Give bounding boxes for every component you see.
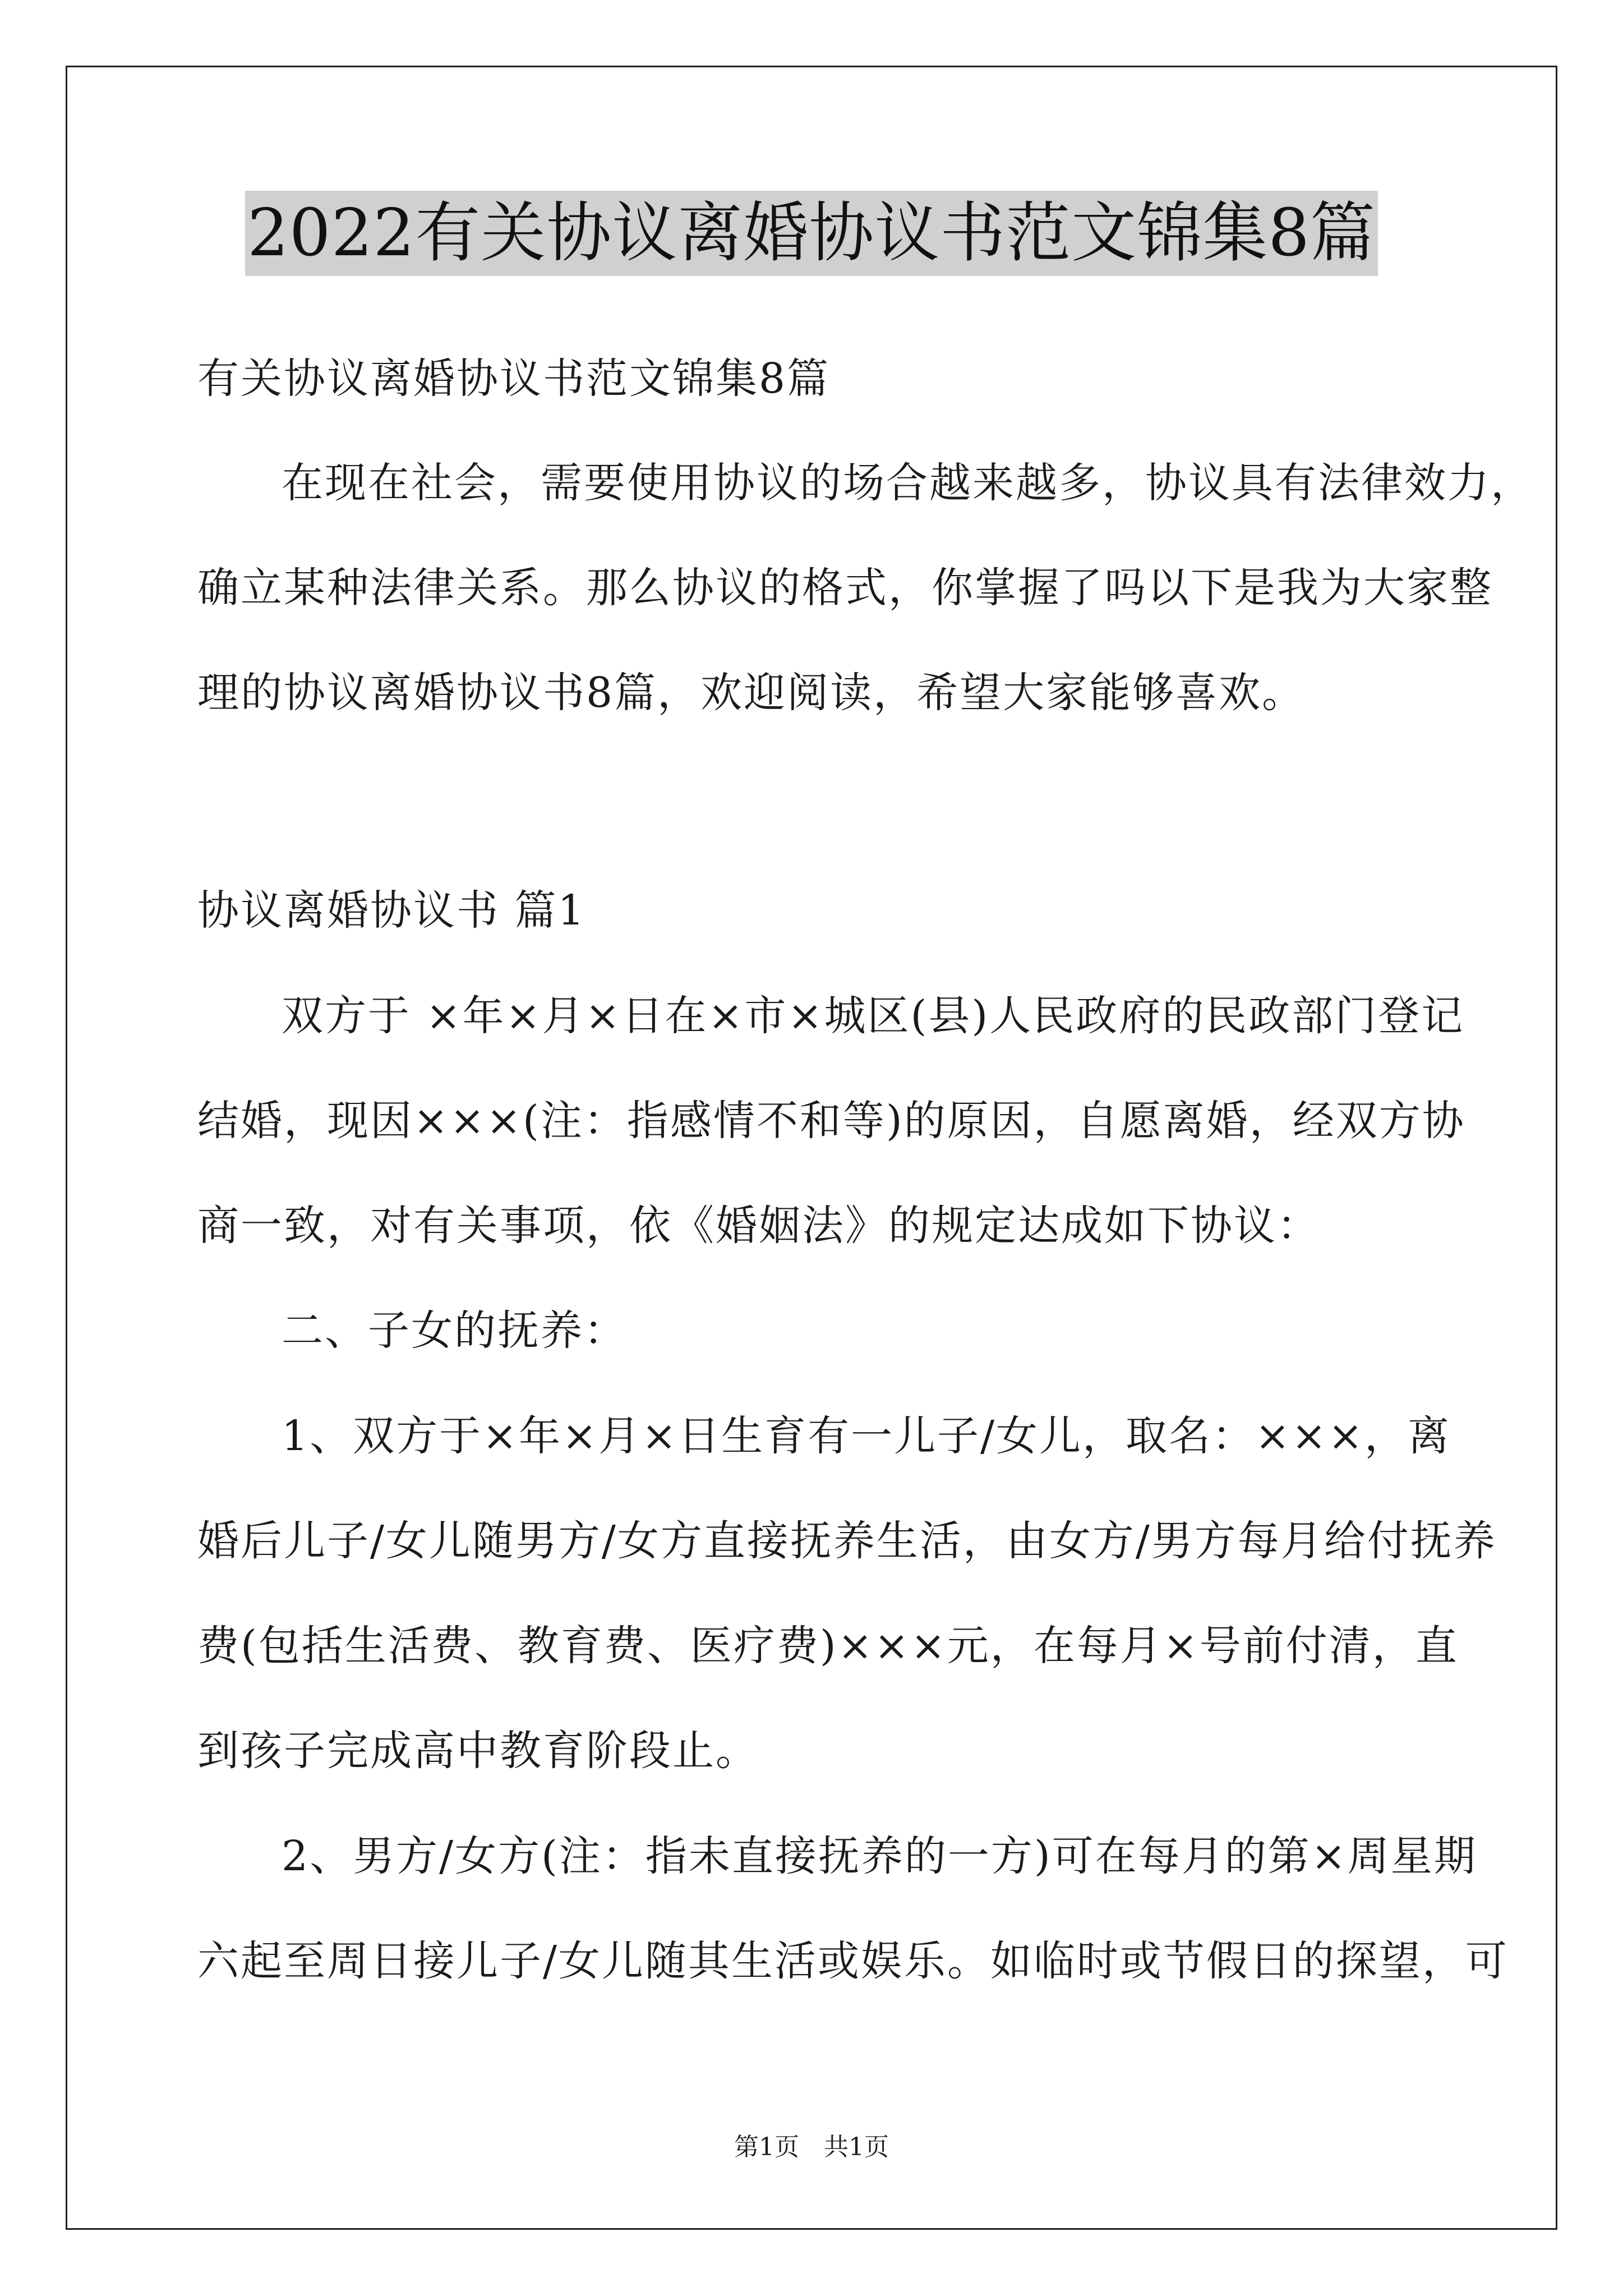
item1-line-2: 婚后儿子/女儿随男方/女方直接抚养生活，由女方/男方每月给付抚养 xyxy=(197,1517,1497,1565)
intro-line-3: 理的协议离婚协议书8篇，欢迎阅读，希望大家能够喜欢。 xyxy=(197,669,1306,717)
item-heading: 二、子女的抚养： xyxy=(282,1306,627,1355)
para1-line-1: 双方于 ×年×月×日在×市×城区(县)人民政府的民政部门登记 xyxy=(282,992,1465,1040)
para1-line-2: 结婚，现因×××(注：指感情不和等)的原因，自愿离婚，经双方协 xyxy=(197,1097,1465,1145)
page-footer: 第1页 共1页 xyxy=(734,2133,889,2161)
item1-line-4: 到孩子完成高中教育阶段止。 xyxy=(197,1727,759,1775)
item1-line-3: 费(包括生活费、教育费、医疗费)×××元，在每月×号前付清，直 xyxy=(197,1622,1459,1670)
document-subtitle: 有关协议离婚协议书范文锦集8篇 xyxy=(197,355,831,403)
intro-line-2: 确立某种法律关系。那么协议的格式，你掌握了吗以下是我为大家整 xyxy=(197,564,1493,612)
item1-line-1: 1、双方于×年×月×日生育有一儿子/女儿，取名：×××，离 xyxy=(282,1412,1451,1460)
item2-line-1: 2、男方/女方(注：指未直接抚养的一方)可在每月的第×周星期 xyxy=(282,1832,1477,1880)
para1-line-3: 商一致，对有关事项，依《婚姻法》的规定达成如下协议： xyxy=(197,1202,1320,1250)
title-wrap xyxy=(0,191,1623,276)
document-title: 2022有关协议离婚协议书范文锦集8篇 xyxy=(245,191,1378,276)
section-heading: 协议离婚协议书 篇1 xyxy=(197,886,586,935)
intro-line-1: 在现在社会，需要使用协议的场合越来越多，协议具有法律效力， xyxy=(282,459,1534,507)
item2-line-2: 六起至周日接儿子/女儿随其生活或娱乐。如临时或节假日的探望，可 xyxy=(197,1937,1509,1985)
